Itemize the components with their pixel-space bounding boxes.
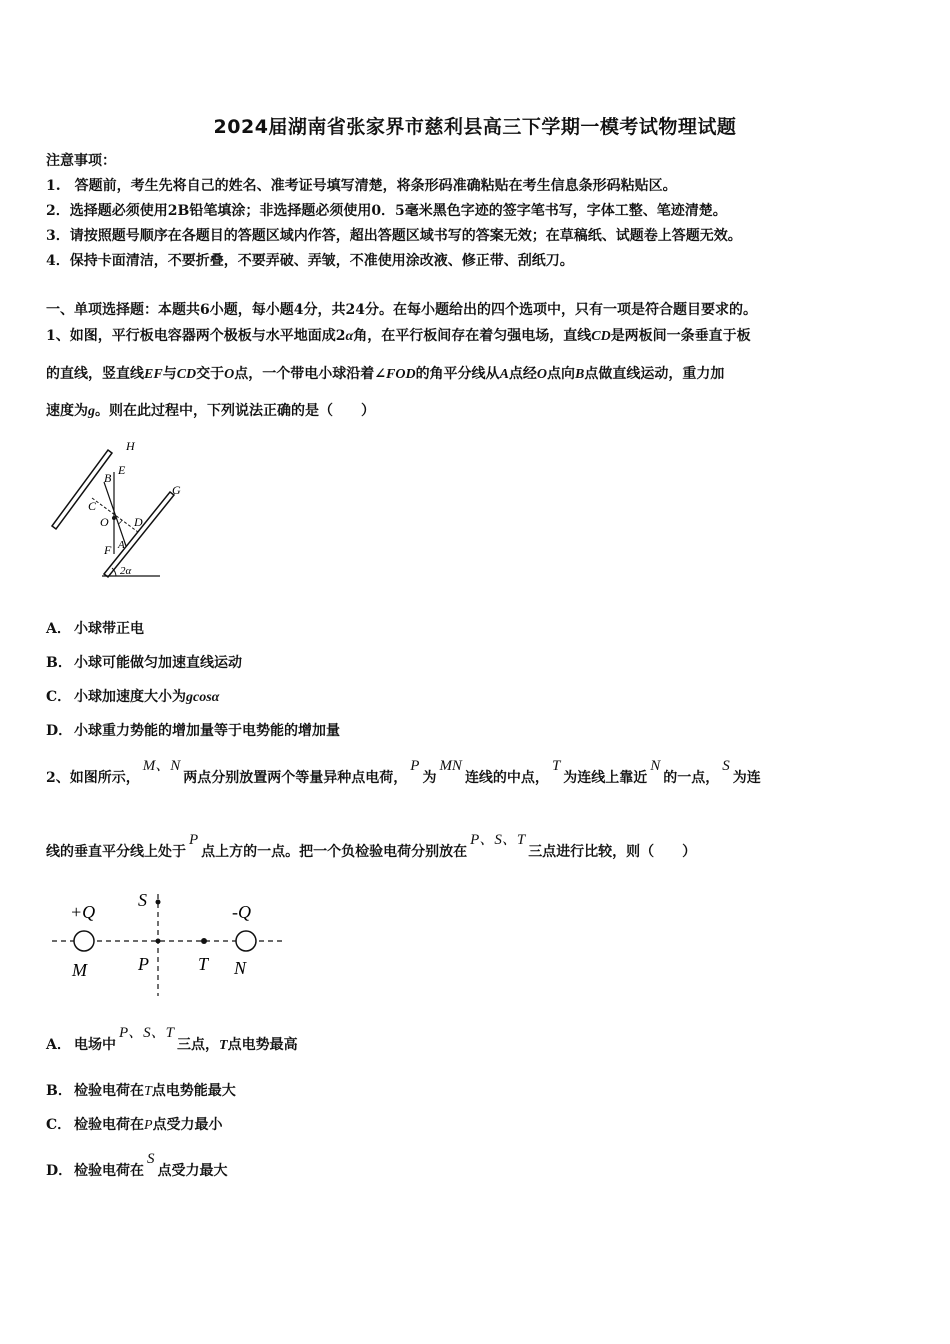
notice-item-4: 4．保持卡面清洁，不要折叠，不要弄破、弄皱，不准使用涂改液、修正带、刮纸刀。 [46,253,574,269]
q2-option-c[interactable]: C． 检验电荷在P点受力最小 [46,1117,223,1133]
charge-plus-q [74,931,94,951]
fig1-label-E: E [118,463,126,477]
q2-option-a[interactable]: A． 电场中P、S、T三点，T点电势最高 [46,1025,298,1053]
q2-line-1: 2、如图所示，M、N两点分别放置两个等量异种点电荷，P为MN连线的中点，T为连线上靠近N的一点，S为连 [46,758,761,786]
fig1-label-D: D [134,515,143,529]
q1-option-b[interactable]: B． 小球可能做匀加速直线运动 [46,655,242,671]
notice-item-2: 2．选择题必须使用2B铅笔填涂；非选择题必须使用0．5毫米黑色字迹的签字笔书写，字体工整、笔迹清楚。 [46,203,727,219]
fig1-label-F: F [104,543,112,557]
q1-line-3: 速度为g。则在此过程中，下列说法正确的是（ ） [46,403,375,419]
q1-line-1: 1、如图，平行板电容器两个极板与水平地面成2α角，在平行板间存在着匀强电场，直线CD是两板间一条垂直于板 [46,328,751,344]
charge-minus-q [236,931,256,951]
q1-option-c[interactable]: C． 小球加速度大小为gcosα [46,689,220,705]
q2-figure [46,884,296,999]
fig1-label-O: O [100,515,109,529]
fig1-label-G: G [172,483,181,497]
q2-option-b[interactable]: B． 检验电荷在T点电势能最大 [46,1083,236,1099]
q1-line-2: 的直线，竖直线EF与CD交于O点，一个带电小球沿着∠FOD的角平分线从A点经O点向B点做直线运动，重力加 [46,366,725,382]
q2-line-2: 线的垂直平分线上处于P点上方的一点。把一个负检验电荷分别放在P、S、T三点进行比较，则（ ） [46,832,697,860]
fig2-label-n: N [234,958,247,978]
point-s [156,900,161,905]
fig2-label-p: P [138,954,149,974]
fig2-label-minusq: -Q [232,902,251,922]
notice-heading: 注意事项： [46,153,116,169]
fig1-label-H: H [126,439,135,453]
notice-item-3: 3．请按照题号顺序在各题目的答题区域内作答，超出答题区域书写的答案无效；在草稿纸、试题卷上答题无效。 [46,228,742,244]
q1-option-d[interactable]: D． 小球重力势能的增加量等于电势能的增加量 [46,723,340,739]
section-heading: 一、单项选择题：本题共6小题，每小题4分，共24分。在每小题给出的四个选项中，只有一项是符合题目要求的。 [46,302,757,318]
fig1-label-B: B [104,471,112,485]
q1-option-a[interactable]: A． 小球带正电 [46,621,144,637]
q1-figure [46,436,196,581]
fig2-label-plusq: +Q [70,902,96,922]
fig2-label-m: M [72,960,87,980]
fig2-label-t: T [198,954,209,974]
fig1-label-2alpha: 2α [120,565,132,577]
fig2-label-s: S [138,890,147,910]
fig1-label-A: A [118,539,125,551]
fig1-label-C: C [88,499,97,513]
q2-option-d[interactable]: D． 检验电荷在S点受力最大 [46,1151,228,1179]
page-title: 2024届湖南省张家界市慈利县高三下学期一模考试物理试题 [213,116,737,138]
point-t [201,938,207,944]
notice-item-1: 1. 答题前，考生先将自己的姓名、准考证号填写清楚，将条形码准确粘贴在考生信息条形码粘贴区。 [46,178,677,194]
point-p [156,939,161,944]
